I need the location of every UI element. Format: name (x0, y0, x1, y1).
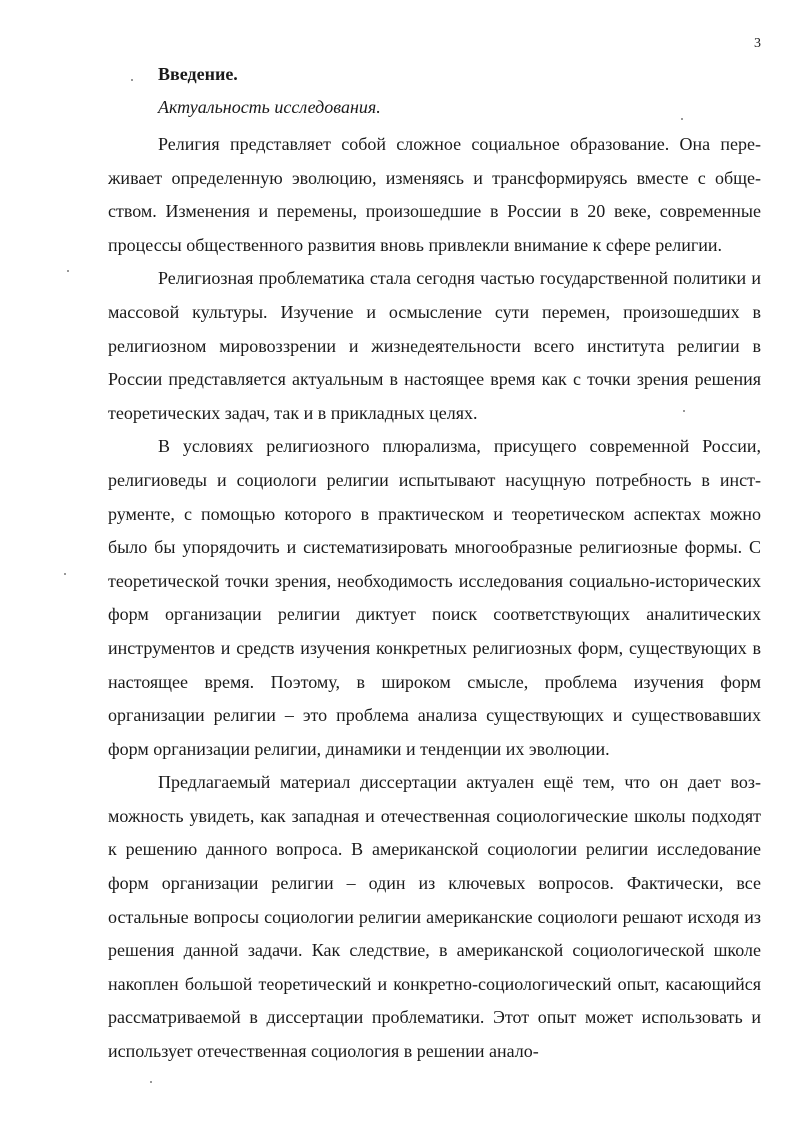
scan-speck (64, 573, 66, 575)
section-heading: Введение. (158, 64, 238, 84)
scan-speck (131, 79, 133, 81)
paragraph-4: Предлагаемый материал диссертации актуален ещё тем, что он дает возможность увидеть, как западная и отечественная социологические школы подходят к решению данного вопроса. В американской социологии религии исследование форм организации религии – один из ключевых вопросов. Фактически, все остальные вопросы социологии религии американские социологи решают исходя из решения данной задачи. Как следствие, в американской социологической школе накоплен большой теоретический и конкретно-социологический опыт, касающийся рассматриваемой в диссертации проблематики. Этот опыт может использовать и использует отечественная социология в решении анало- (108, 772, 761, 1062)
section-subheading: Актуальность исследования. (158, 97, 381, 117)
body-text (108, 128, 761, 1069)
scan-speck (67, 270, 69, 272)
scan-speck (150, 1081, 152, 1083)
paragraph-2: Религиозная проблематика стала сегодня частью государственной политики и массовой культуры. Изучение и осмысление сути перемен, произошедших в религиозном мировоззрении и жизнедеятельности всего института религии в России представляется актуальным в настоящее время как с точки зрения решения теоретических задач, так и в прикладных целях. (108, 268, 761, 423)
paragraph-1: Религия представляет собой сложное социальное образование. Она переживает определенную эволюцию, изменяясь и трансформируясь вместе с обществом. Изменения и перемены, произошедшие в России в 20 веке, современные процессы общественного развития вновь привлекли внимание к сфере религии. (108, 134, 761, 255)
scan-speck (681, 118, 683, 120)
scan-speck (683, 410, 685, 412)
page-number: 3 (754, 36, 761, 51)
paragraph-3: В условиях религиозного плюрализма, присущего современной России, религиоведы и социологи религии испытывают насущную потребность в инструменте, с помощью которого в практическом и теоретическом аспектах можно было бы упорядочить и систематизировать многообразные религиозные формы. С теоретической точки зрения, необходимость исследования социально-исторических форм организации религии диктует поиск соответствующих аналитических инструментов и средств изучения конкретных религиозных форм, существующих в настоящее время. Поэтому, в широком смысле, проблема изучения форм организации религии – это проблема анализа существующих и существовавших форм организации религии, динамики и тенденции их эволюции. (108, 436, 761, 759)
